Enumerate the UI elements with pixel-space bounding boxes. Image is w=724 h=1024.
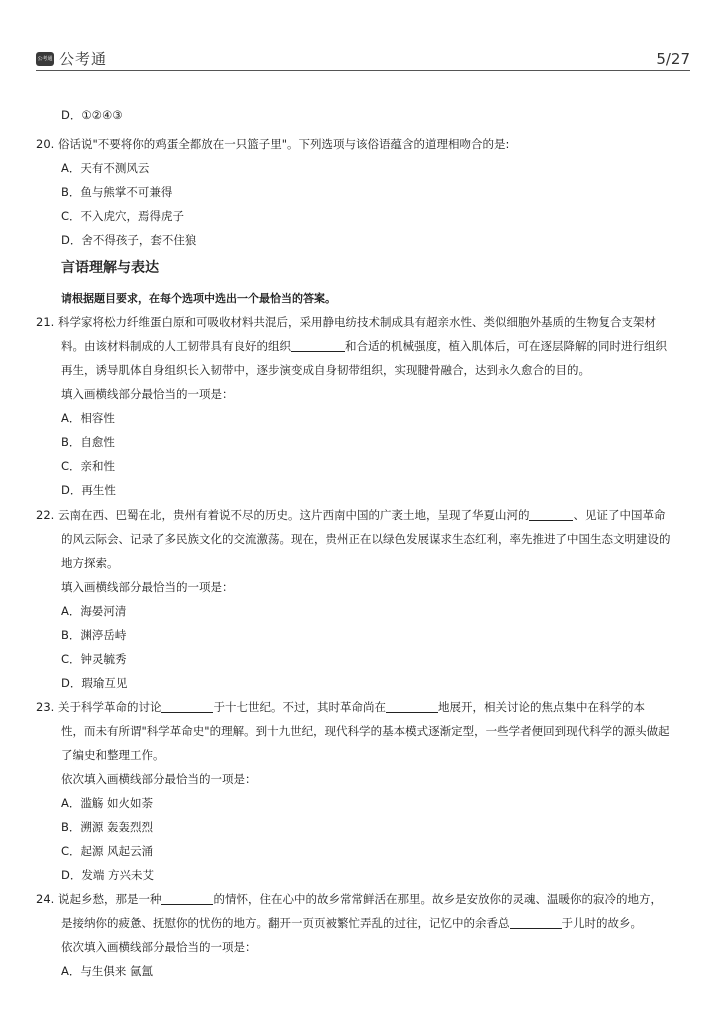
q22-option-d: D．瑕瑜互见 [61, 676, 128, 690]
question-21-line-1: 21. 科学家将松力纤维蛋白原和可吸收材料共混后，采用静电纺技术制成具有超亲水性、类似细胞外基质的生物复合支架材 [36, 315, 656, 329]
question-23-line-1 [36, 699, 645, 715]
question-22-line-2: 的风云际会、记录了多民族文化的交流激荡。现在，贵州正在以绿色发展谋求生态红利，率先推进了中国生态文明建设的 [61, 532, 671, 546]
q20-option-c: C．不入虎穴，焉得虎子 [61, 209, 185, 223]
q24-text-b: 的情怀，住在心中的故乡常常鲜活在那里。故乡是安放你的灵魂、温暖你的寂冷的地方， [213, 892, 662, 906]
fill-blank [161, 700, 213, 713]
logo-icon: 公考通 [36, 52, 54, 66]
question-20-stem: 20. 俗话说"不要将你的鸡蛋全都放在一只篮子里"。下列选项与该俗语蕴含的道理相吻合的是: [36, 137, 510, 151]
q24-text-a2: 是接纳你的疲惫、抚慰你的忧伤的地方。翻开一页页被繁忙弄乱的过往，记忆中的余香总 [61, 916, 510, 930]
q23-option-b: B．溯源 轰轰烈烈 [61, 820, 154, 834]
question-22-line-3: 地方探索。 [61, 556, 119, 570]
q21-option-a: A．相容性 [61, 411, 115, 425]
q22-prompt: 填入画横线部分最恰当的一项是： [61, 580, 234, 594]
q22-text-a: 22. 云南在西、巴蜀在北，贵州有着说不尽的历史。这片西南中国的广袤土地，呈现了华夏山河的 [36, 508, 530, 522]
q24-prompt: 依次填入画横线部分最恰当的一项是： [61, 940, 257, 954]
q24-text-a: 24. 说起乡愁，那是一种 [36, 892, 162, 906]
q23-option-d: D．发端 方兴未艾 [61, 868, 155, 882]
section-title: 言语理解与表达 [61, 260, 159, 276]
q22-option-c: C．钟灵毓秀 [61, 652, 127, 666]
q20-option-a: A．天有不测风云 [61, 161, 150, 175]
prev-option-d: D．①②④③ [61, 108, 123, 122]
brand-logo [36, 48, 107, 69]
q21-option-b: B．自愈性 [61, 435, 115, 449]
fill-blank [161, 892, 213, 905]
fill-blank [291, 339, 345, 352]
q20-option-d: D．舍不得孩子，套不住狼 [61, 233, 197, 247]
q22-option-a: A．海晏河清 [61, 604, 127, 618]
section-instruction: 请根据题目要求，在每个选项中选出一个最恰当的答案。 [61, 292, 336, 305]
q23-prompt: 依次填入画横线部分最恰当的一项是： [61, 772, 257, 786]
question-24-line-2 [61, 915, 642, 931]
question-23-line-3: 了编史和整理工作。 [61, 748, 165, 762]
q21-text-a: 料。由该材料制成的人工韧带具有良好的组织 [61, 339, 291, 353]
q21-option-c: C．亲和性 [61, 459, 116, 473]
q21-option-d: D．再生性 [61, 483, 116, 497]
q21-text-b: 和合适的机械强度，植入肌体后，可在逐层降解的同时进行组织 [345, 339, 667, 353]
page-number: 5/27 [656, 50, 690, 68]
q20-option-b: B．鱼与熊掌不可兼得 [61, 185, 173, 199]
question-21-line-3: 再生，诱导肌体自身组织长入韧带中，逐步演变成自身韧带组织，实现腱骨融合，达到永久愈合的目的。 [61, 363, 590, 377]
q23-text-a: 23. 关于科学革命的讨论 [36, 700, 162, 714]
q24-text-b2: 于儿时的故乡。 [561, 916, 642, 930]
question-21-line-2 [61, 338, 667, 354]
logo-text: 公考通 [59, 50, 108, 68]
question-22-line-1 [36, 507, 665, 523]
question-24-line-1 [36, 891, 662, 907]
q23-option-c: C．起源 风起云涌 [61, 844, 154, 858]
q23-option-a: A．滥觞 如火如荼 [61, 796, 154, 810]
q22-text-b: 、见证了中国革命 [573, 508, 666, 522]
question-23-line-2: 性，而未有所谓"科学革命史"的理解。到十九世纪，现代科学的基本模式逐渐定型，一些学者便回到现代科学的源头做起 [61, 724, 670, 738]
q22-option-b: B．渊渟岳峙 [61, 628, 127, 642]
q23-text-b: 于十七世纪。不过，其时革命尚在 [213, 700, 386, 714]
fill-blank [386, 700, 438, 713]
q24-option-a: A．与生俱来 氤氲 [61, 964, 154, 978]
page-header [36, 44, 690, 71]
fill-blank [529, 508, 573, 521]
q23-text-c: 地展开，相关讨论的焦点集中在科学的本 [437, 700, 645, 714]
fill-blank [510, 916, 562, 929]
q21-prompt: 填入画横线部分最恰当的一项是： [61, 387, 234, 401]
